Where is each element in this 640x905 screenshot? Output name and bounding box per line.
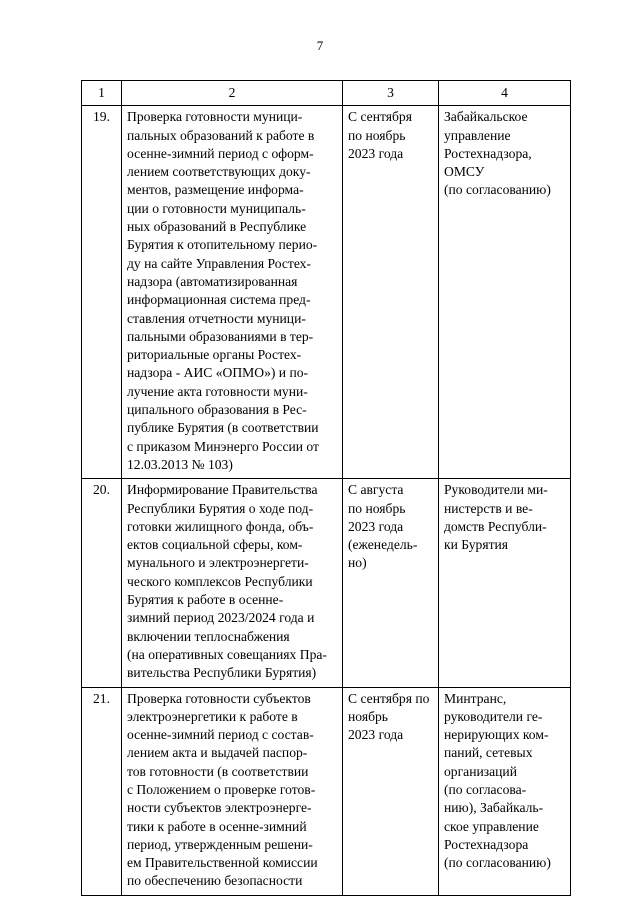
table-row <box>82 106 571 479</box>
row-responsible: Руководители ми- нистерств и ве- домств Республи- ки Бурятия <box>439 479 571 687</box>
row-number: 19. <box>82 106 122 479</box>
table-row <box>82 687 571 895</box>
table-header <box>82 81 571 106</box>
row-term: С сентября по ноябрь 2023 года <box>343 687 439 895</box>
row-responsible: Забайкальское управление Ростехнадзора, ОМСУ (по согласованию) <box>439 106 571 479</box>
table-body <box>82 106 571 895</box>
row-term: С августа по ноябрь 2023 года (еженедель- но) <box>343 479 439 687</box>
row-task: Проверка готовности субъектов электроэнергетики к работе в осенне-зимний период с состав- лением акта и выдачей паспор- тов готовности (в соответствии с Положением о проверке готов- ности субъектов электроэнерге- тики к работе в осенне-зимний период, утвержденным решени- ем Правительственной комиссии по обеспечению безопасности <box>122 687 343 895</box>
header-col-4: 4 <box>439 81 571 106</box>
schedule-table <box>81 80 571 896</box>
row-term: С сентября по ноябрь 2023 года <box>343 106 439 479</box>
header-col-2: 2 <box>122 81 343 106</box>
header-col-3: 3 <box>343 81 439 106</box>
row-task: Информирование Правительства Республики Бурятия о ходе под- готовки жилищного фонда, объ- ектов социальной сферы, ком- мунального и электроэнергети- ческого комплексов Республики Бурятия к работе в осенне- зимний период 2023/2024 года и включении теплоснабжения (на оперативных совещаниях Пра- вительства Республики Бурятия) <box>122 479 343 687</box>
row-responsible: Минтранс, руководители ге- нерирующих ком- паний, сетевых организаций (по согласова- нию), Забайкаль- ское управление Ростехнадзора (по согласованию) <box>439 687 571 895</box>
header-row <box>82 81 571 106</box>
row-task: Проверка готовности муници- пальных образований к работе в осенне-зимний период с оформ- лением соответствующих доку- ментов, размещение информа- ции о готовности муниципаль- ных образований в Республике Бурятия к отопительному перио- ду на сайте Управления Ростех- надзора (автоматизированная информационная система пред- ставления отчетности муници- пальными образованиями в тер- риториальные органы Ростех- надзора - АИС «ОПМО») и по- лучение акта готовности муни- ципального образования в Рес- публике Бурятия (в соответствии с приказом Минэнерго России от 12.03.2013 № 103) <box>122 106 343 479</box>
row-number: 20. <box>82 479 122 687</box>
row-number: 21. <box>82 687 122 895</box>
page-number: 7 <box>316 38 324 53</box>
header-col-1: 1 <box>82 81 122 106</box>
table-row <box>82 479 571 687</box>
